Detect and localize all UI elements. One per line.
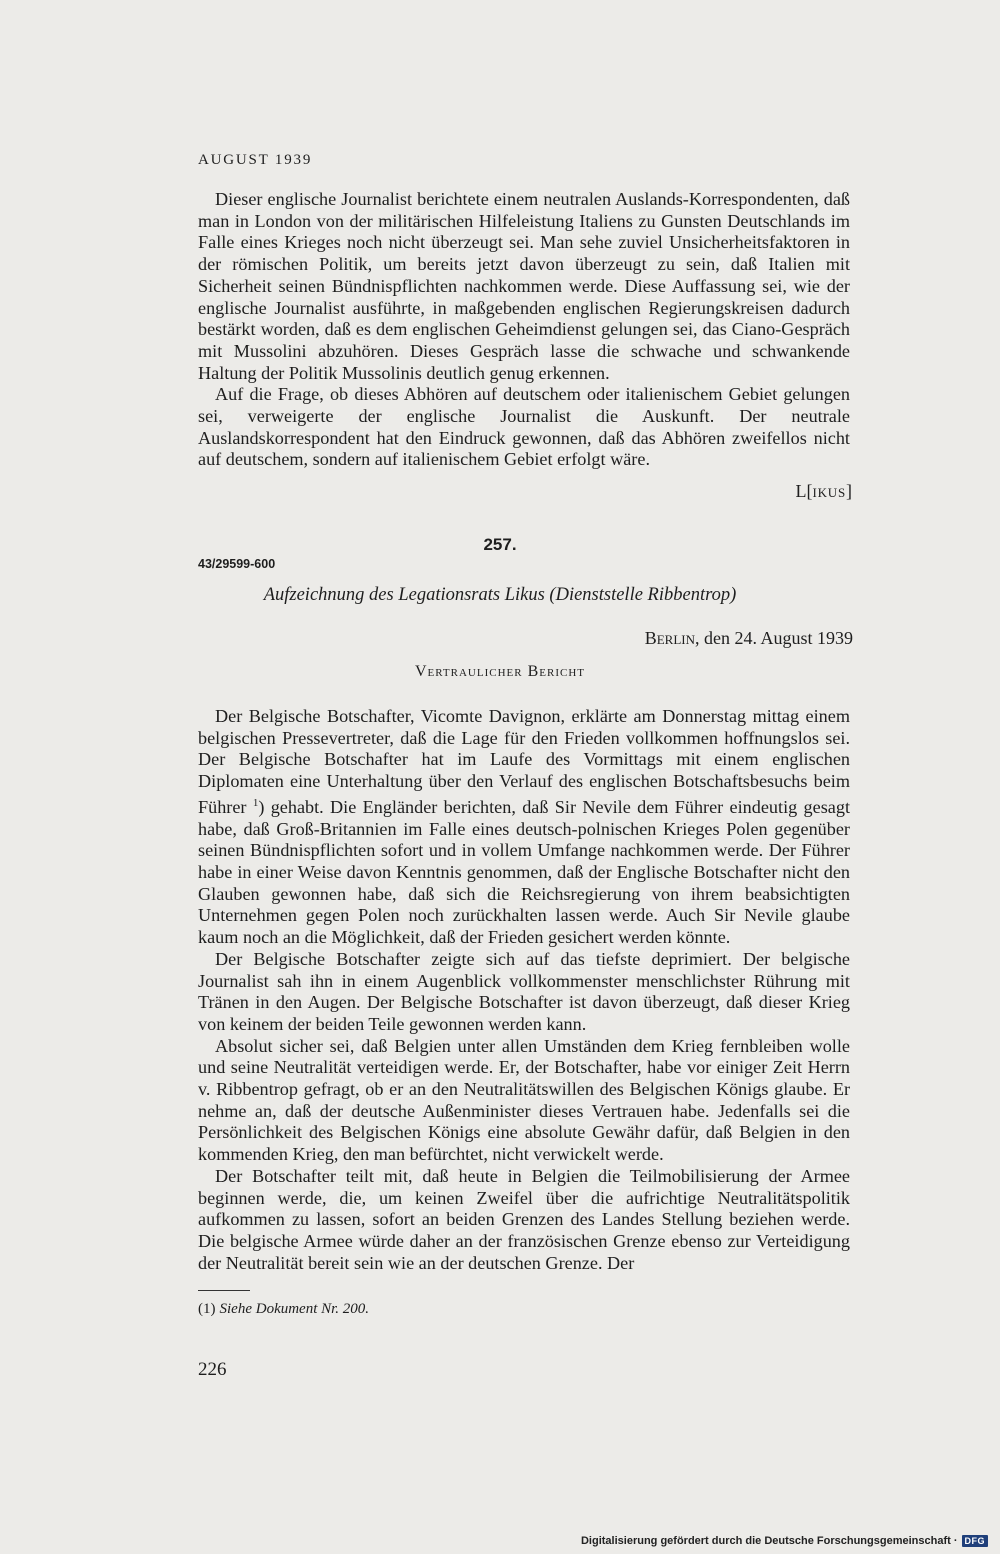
paragraph: Der Belgische Botschafter, Vicomte Davignon, erklärte am Donnerstag mittag einem belgischen Pressevertreter, daß die Lage für den Frieden vollkommen hoffnungslos sei. Der Belgische Botschafter hat im Laufe des Vormittags mit einem englischen Diplomaten eine Unterhaltung über den Verlauf des englischen Botschaftsbesuchs beim Führer $^1$) gehabt. Die Engländer berichten, daß Sir Nevile dem Führer eindeutig gesagt habe, daß Groß-Britannien im Falle eines deutsch-polnischen Krieges Polen gegenüber seinen Bündnispflichten sofort und in vollem Umfange nachkommen werde. Der Führer habe in einer Weise davon Kenntnis genommen, daß der Englische Botschafter nicht den Glauben gewonnen habe, daß sich die Reichsregierung von ihrem beabsichtigten Unternehmen gegen Polen noch zurückhalten lassen werde. Auch Sir Nevile glaube kaum noch an die Möglichkeit, daß der Frieden gesichert werden könnte. (198, 706, 851, 948)
footnote: (1) Siehe Dokument Nr. 200. (198, 1301, 370, 1317)
digitization-credit: Digitalisierung gefördert durch die Deutsche Forschungsgemeinschaft · DFG (581, 1535, 988, 1547)
paragraph: Auf die Frage, ob dieses Abhören auf deutschem oder italienischem Gebiet gelungen sei, verweigerte der englische Journalist die Auskunft. Der neutrale Auslandskorrespondent hat den Eindruck gewonnen, daß das Abhören zweifellos nicht auf deutschem, sondern auf italienischem Gebiet erfolgt wäre. (198, 384, 850, 470)
paragraph: Der Belgische Botschafter zeigte sich auf das tiefste deprimiert. Der belgische Journalist sah ihn in einem Augenblick vollkommenster menschlichster Rührung mit Tränen in den Augen. Der Belgische Botschafter ist davon überzeugt, daß dieser Krieg von keinem der beiden Teile gewonnen werden kann. (198, 948, 850, 1034)
footnote-divider (198, 1290, 250, 1291)
classification-heading: Vertraulicher Bericht (414, 663, 585, 680)
continued-text-block (198, 189, 850, 471)
document-number: 257. (483, 535, 517, 554)
paragraph: Dieser englische Journalist berichtete einem neutralen Auslands-Korrespondenten, daß man in London von der militärischen Hilfeleistung Italiens zu Gunsten Deutschlands im Falle eines Krieges noch nicht überzeugt sei. Man sehe zuviel Unsicherheitsfaktoren in der römischen Politik, um bereits jetzt davon überzeugt zu sein, daß Italien mit Sicherheit seinen Bündnispflichten nachkommen werde. Diese Auffassung sei, wie der englische Journalist ausführte, in maßgebenden englischen Regierungskreisen dadurch bestärkt worden, daß es dem englischen Geheimdienst gelungen sei, das Ciano-Gespräch mit Mussolini abzuhören. Dieses Gespräch lasse die schwache und schwankende Haltung der Politik Mussolinis deutlich genug erkennen. (198, 189, 850, 383)
dfg-logo-icon[interactable]: DFG (962, 1535, 989, 1547)
page-number: 226 (198, 1359, 227, 1380)
footnote-reference[interactable]: 1 (252, 796, 259, 809)
report-text-block (198, 706, 850, 1274)
dateline: Berlin, den 24. August 1939 (644, 628, 853, 648)
signature: L[IKUS] (795, 481, 852, 501)
paragraph: Der Botschafter teilt mit, daß heute in Belgien die Teilmobilisierung der Armee beginnen werde, die, um keinen Zweifel über die aufrichtige Neutralitätspolitik aufkommen zu lassen, sofort an beiden Grenzen des Landes Stellung beziehen werde. Die belgische Armee würde daher an der französischen Grenze ebenso zur Verteidigung der Neutralität bereit sein wie an der deutschen Grenze. Der (198, 1165, 850, 1273)
paragraph: Absolut sicher sei, daß Belgien unter allen Umständen dem Krieg fernbleiben wolle und seine Neutralität verteidigen werde. Er, der Botschafter, habe vor einiger Zeit Herrn v. Ribbentrop gefragt, ob er an den Neutralitätswillen des Belgischen Königs glaube. Er nehme an, daß der deutsche Außenminister dieses Vertrauen habe. Jedenfalls sei die Persönlichkeit des Belgischen Königs eine absolute Gewähr dafür, daß Belgien in den kommenden Krieg, den man befürchtet, nicht verwickelt werde. (198, 1035, 850, 1165)
document-heading: Aufzeichnung des Legationsrats Likus (Dienststelle Ribbentrop) (263, 585, 737, 605)
file-reference: 43/29599-600 (198, 557, 276, 571)
running-head: AUGUST 1939 (198, 152, 313, 168)
